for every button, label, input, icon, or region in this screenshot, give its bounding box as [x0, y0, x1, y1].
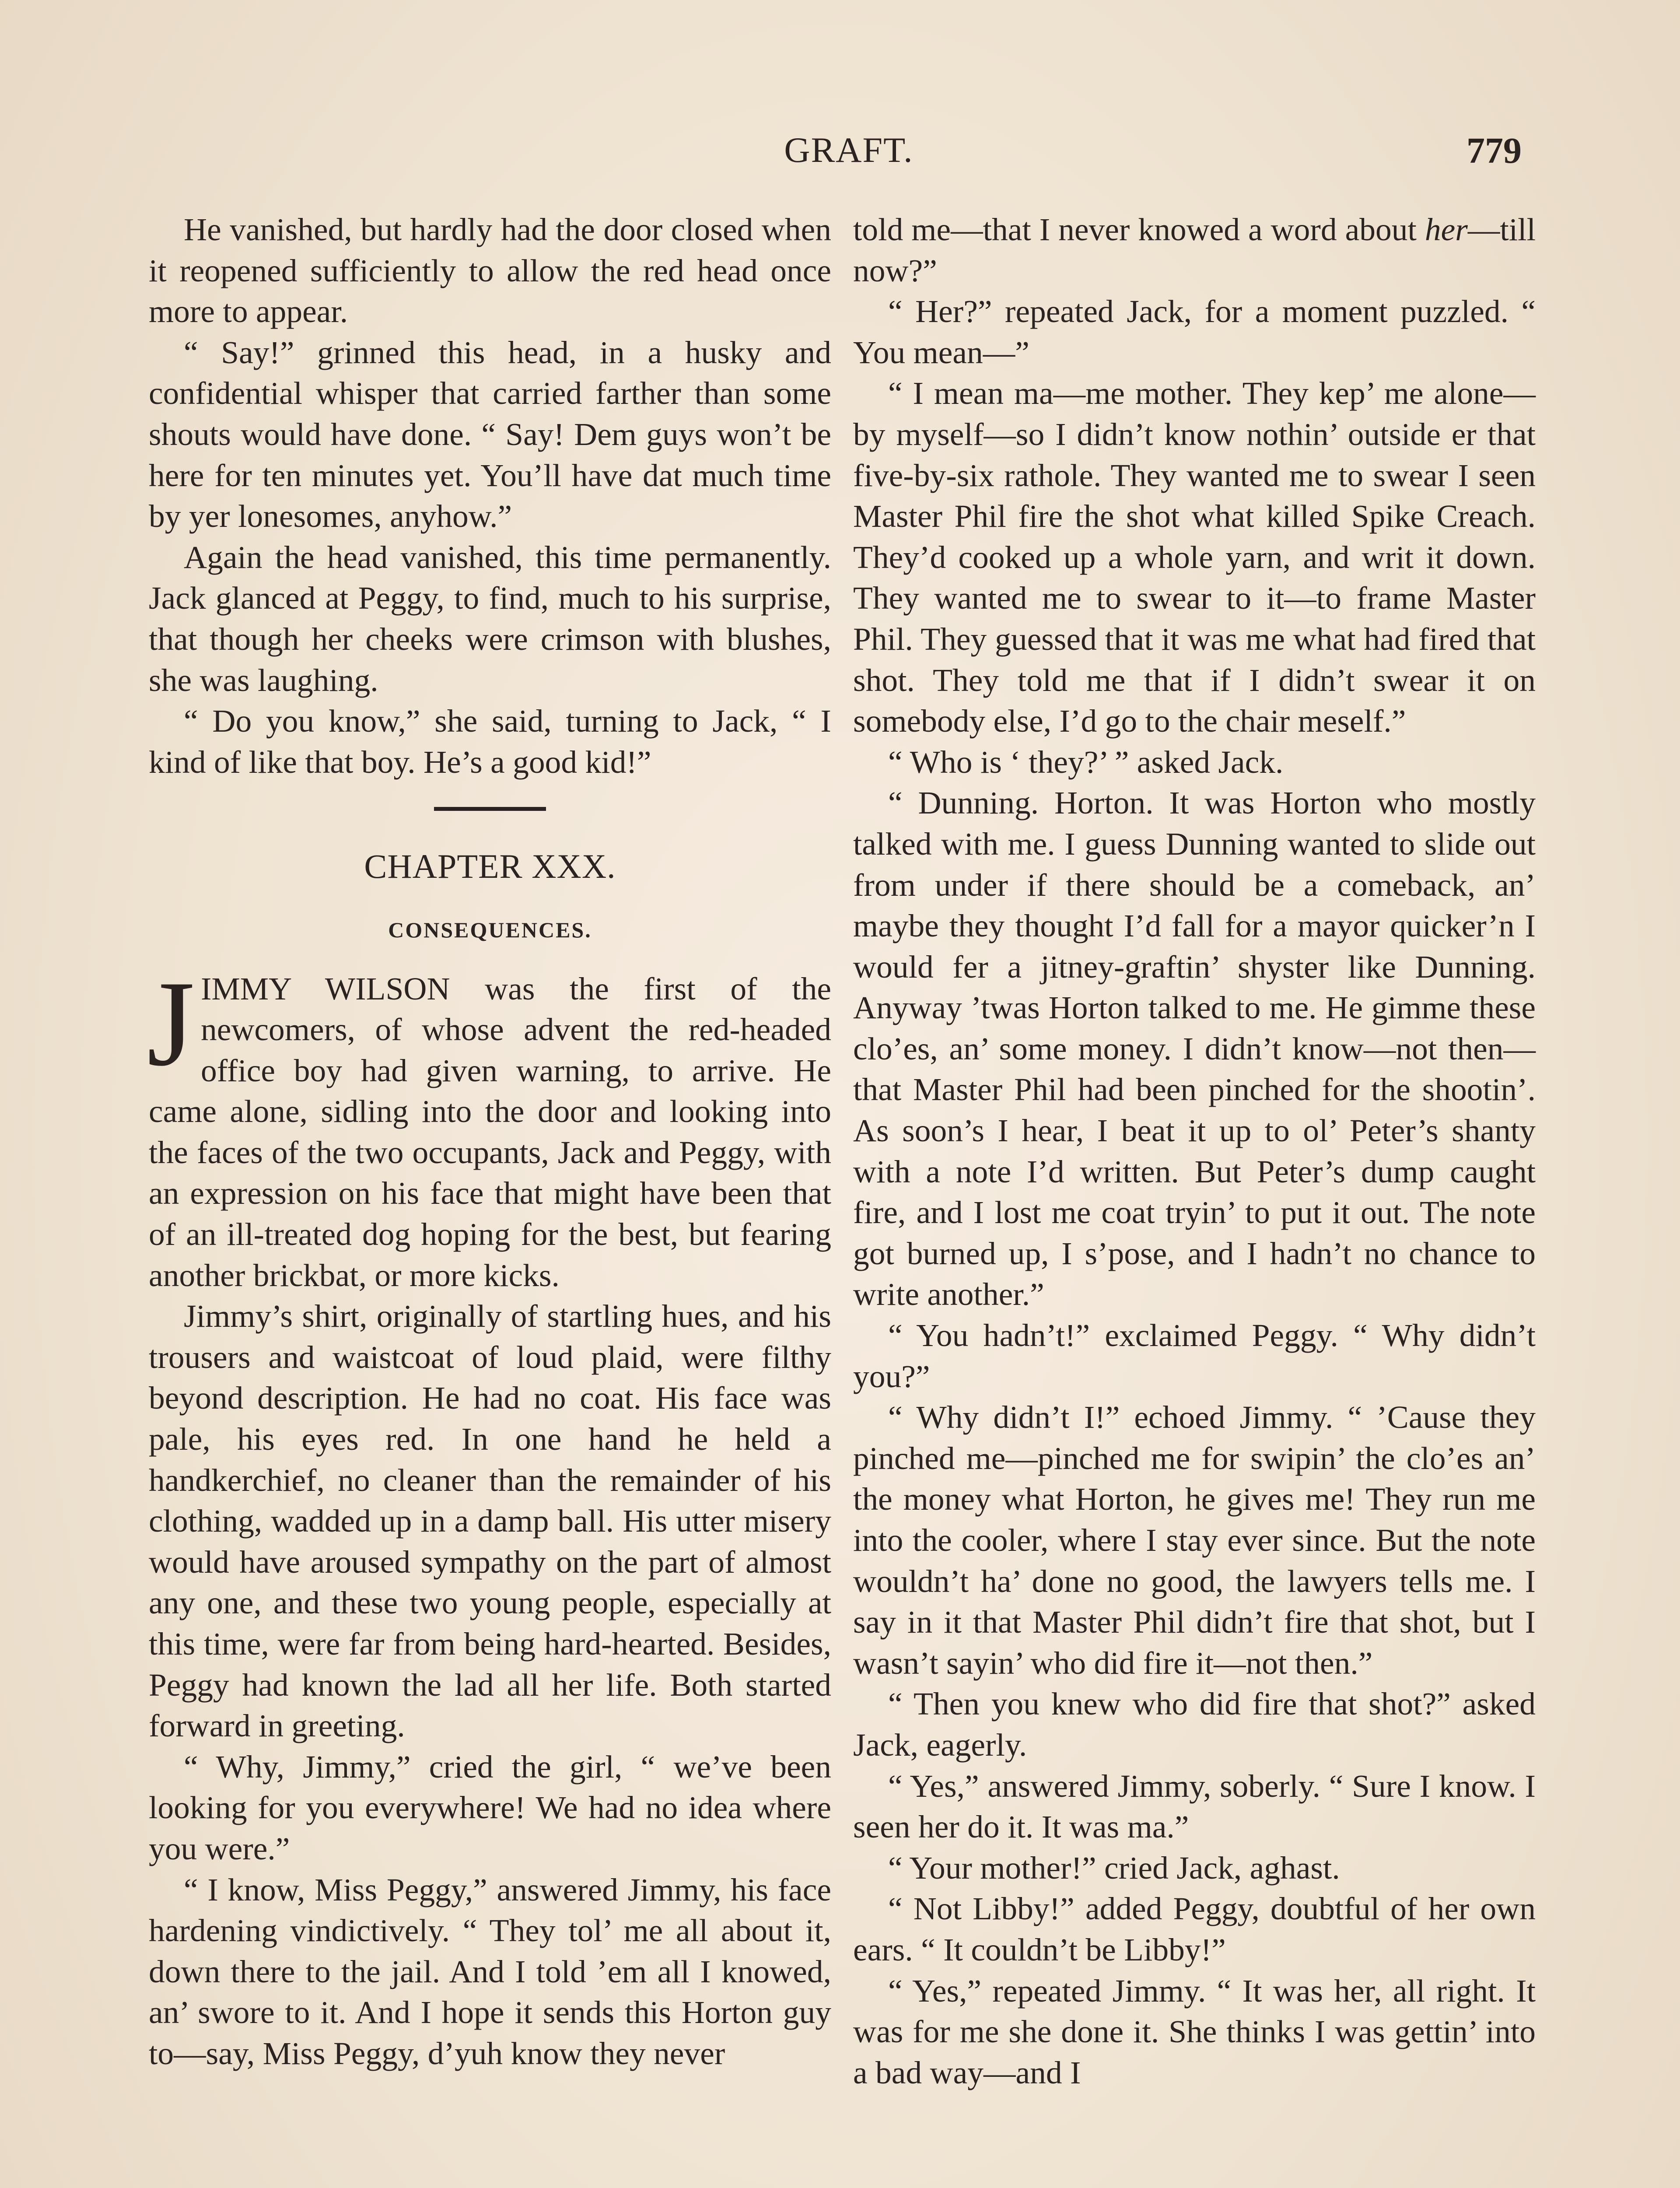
paragraph: “ Dunning. Horton. It was Horton who mostly talked with me. I guess Dunning wanted to slide out from under if there should be a comeback, an’ maybe they thought I’d fall for a mayor quicker’n I would fer a jitney-graftin’ shyster like Dunning. Anyway ’twas Horton talked to me. He gimme these clo’es, an’ some money. I didn’t know—not then—that Master Phil had been pinched for the shootin’. As soon’s I hear, I beat it up to ol’ Peter’s shanty with a note I’d written. But Peter’s dump caught fire, and I lost me coat tryin’ to put it out. The note got burned up, I s’pose, and I hadn’t no chance to write another.” [853, 785, 1536, 1312]
paragraph: “ Her?” repeated Jack, for a moment puzzled. “ You mean—” [853, 294, 1536, 370]
paragraph: “ Yes,” repeated Jimmy. “ It was her, all right. It was for me she done it. She thinks I was gettin’ into a bad way—and I [853, 1973, 1536, 2090]
paragraph: “ I know, Miss Peggy,” answered Jimmy, his face hardening vindictively. “ They tol’ me all about it, down there to the jail. And I told ’em all I knowed, an’ swore to it. And I hope it sends this Horton guy to—say, Miss Peggy, d’yuh know they never [149, 1872, 831, 2071]
paragraph: “ Who is ‘ they?’ ” asked Jack. [888, 744, 1284, 780]
paragraph: Again the head vanished, this time permanently. Jack glanced at Peggy, to find, much to his surprise, that though her cheeks were crimson with blushes, she was laughing. [149, 539, 831, 698]
page-header [149, 130, 1549, 178]
paragraph: “ I mean ma—me mother. They kep’ me alone—by myself—so I didn’t know nothin’ outside er that five-by-six rathole. They wanted me to swear I seen Master Phil fire the shot what killed Spike Creach. They’d cooked up a whole yarn, and writ it down. They wanted me to swear to it—to frame Master Phil. They guessed that it was me what had fired that shot. They told me that if I didn’t swear it on somebody else, I’d go to the chair meself.” [853, 375, 1536, 739]
running-title: GRAFT. [784, 130, 914, 170]
paragraph: “ Yes,” answered Jimmy, soberly. “ Sure I know. I seen her do it. It was ma.” [853, 1768, 1536, 1845]
paragraph-text: —till now?” [853, 212, 1536, 288]
paragraph: “ Why didn’t I!” echoed Jimmy. “ ’Cause they pinched me—pinched me for swipin’ the clo’es an’ the money what Horton, he gives me! They run me into the cooler, where I stay ever since. But the note wouldn’t ha’ done no good, the lawyers tells me. I say in it that Master Phil didn’t fire that shot, but I wasn’t sayin’ who did fire it—not then.” [853, 1399, 1536, 1681]
paragraph: “ Say!” grinned this head, in a husky and confidential whisper that carried farther than some shouts would have done. “ Say! Dem guys won’t be here for ten minutes yet. You’ll have dat much time by yer lonesomes, anyhow.” [149, 334, 831, 534]
left-column [149, 209, 831, 2074]
paragraph: “ Why, Jimmy,” cried the girl, “ we’ve been looking for you everywhere! We had no idea where you were.” [149, 1749, 831, 1866]
paragraph: “ Not Libby!” added Peggy, doubtful of her own ears. “ It couldn’t be Libby!” [853, 1891, 1536, 1967]
chapter-title: CHAPTER XXX. [364, 847, 616, 886]
chapter-subtitle: CONSEQUENCES. [388, 917, 592, 942]
paragraph-text: told me—that I never knowed a word about [853, 212, 1425, 247]
drop-cap: J [147, 955, 195, 1091]
opening-paragraph-text: IMMY WILSON was the first of the newcomers, of whose advent the red-headed office boy had given warning, to arrive. He came alone, sidling into the door and looking into the faces of the two occupants, Jack and Peggy, with an expression on his face that might have been that of an ill-treated dog hoping for the best, but fearing another brickbat, or more kicks. [149, 971, 831, 1293]
paragraph: He vanished, but hardly had the door closed when it reopened sufficiently to allow the red head once more to appear. [149, 212, 831, 330]
opening-paragraph [147, 955, 831, 1296]
right-column [853, 209, 1536, 2093]
section-divider [434, 807, 546, 811]
paragraph: “ Your mother!” cried Jack, aghast. [888, 1850, 1340, 1886]
paragraph: Jimmy’s shirt, originally of startling hues, and his trousers and waistcoat of loud plaid, were filthy beyond description. He had no coat. His face was pale, his eyes red. In one hand he held a handkerchief, no cleaner than the remainder of his clothing, wadded up in a damp ball. His utter misery would have aroused sympathy on the part of almost any one, and these two young people, especially at this time, were far from being hard-hearted. Besides, Peggy had known the lad all her life. Both started forward in greeting. [149, 1298, 831, 1744]
continued-paragraph [853, 209, 1536, 291]
page-number: 779 [1466, 130, 1522, 171]
paragraph: “ Do you know,” she said, turning to Jack, “ I kind of like that boy. He’s a good kid!” [149, 703, 831, 780]
paragraph: “ Then you knew who did fire that shot?” asked Jack, eagerly. [853, 1686, 1536, 1763]
emphasis-text: her [1424, 212, 1468, 247]
paragraph: “ You hadn’t!” exclaimed Peggy. “ Why didn’t you?” [853, 1318, 1536, 1394]
